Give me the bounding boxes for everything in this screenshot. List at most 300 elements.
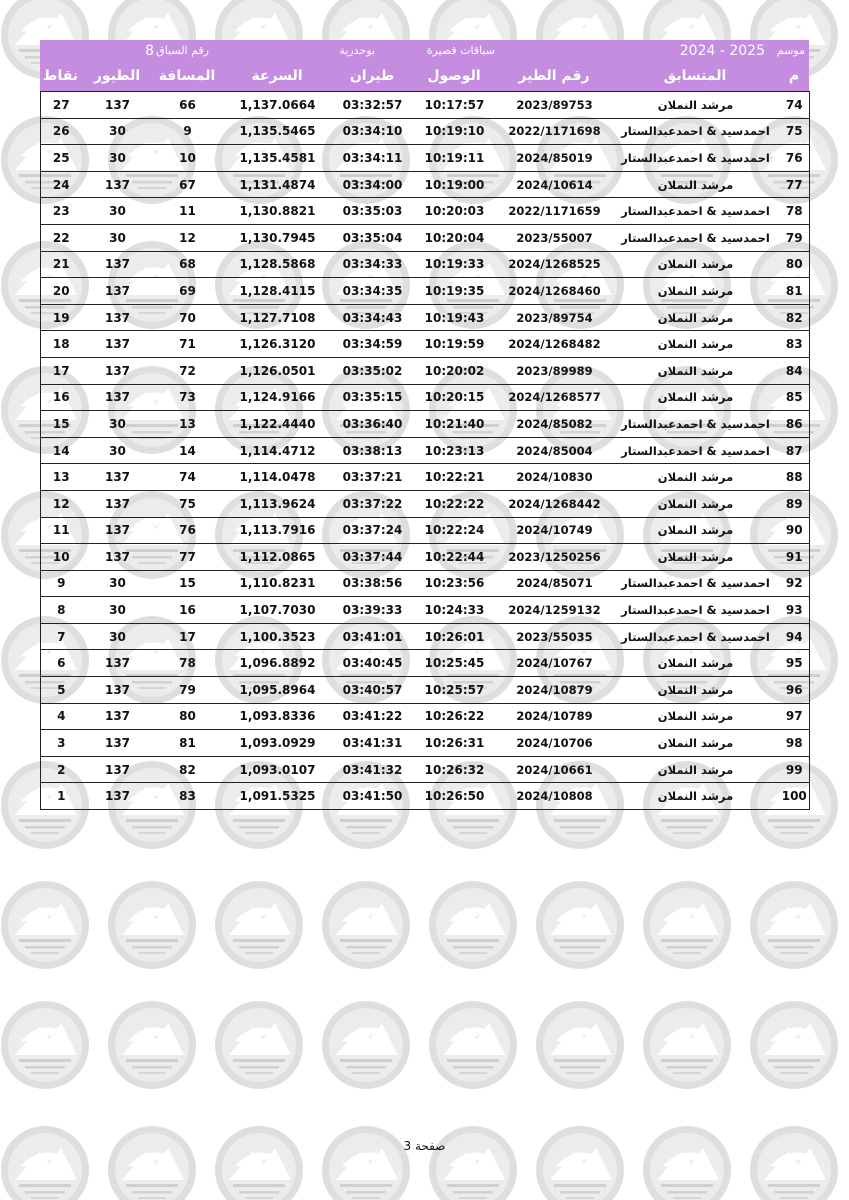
watermark-logo xyxy=(322,1001,410,1089)
col-header-rank: م xyxy=(788,68,800,84)
flight-time-cell: 03:35:02 xyxy=(342,363,403,378)
table-row xyxy=(41,118,810,145)
arrival-time-cell: 10:19:33 xyxy=(424,257,485,272)
table-row xyxy=(41,756,810,783)
distance-cell: 83 xyxy=(179,789,196,804)
points-cell: 12 xyxy=(52,496,70,511)
col-header-arrival: الوصول xyxy=(427,68,481,84)
rank-cell: 76 xyxy=(785,150,803,165)
birds-count-cell: 137 xyxy=(104,523,131,538)
competitor-cell: مرشد النملان xyxy=(657,337,734,352)
speed-cell: 1,135.4581 xyxy=(239,150,316,165)
distance-cell: 14 xyxy=(179,443,196,458)
watermark-logo xyxy=(643,1001,731,1089)
col-header-speed: السرعة xyxy=(251,68,303,84)
ring-number-cell: 2024/85071 xyxy=(516,576,593,591)
watermark-logo xyxy=(536,1001,624,1089)
arrival-time-cell: 10:19:11 xyxy=(424,150,485,165)
watermark-logo xyxy=(108,881,196,969)
birds-count-cell: 30 xyxy=(109,443,126,458)
table-row xyxy=(41,251,810,278)
arrival-time-cell: 10:20:15 xyxy=(424,390,485,405)
arrival-time-cell: 10:26:01 xyxy=(424,629,485,644)
points-cell: 24 xyxy=(52,177,70,192)
competitor-cell: مرشد النملان xyxy=(657,762,734,777)
arrival-time-cell: 10:26:31 xyxy=(424,736,485,751)
watermark-logo xyxy=(750,881,838,969)
competitor-cell: احمدسيد & احمدعبدالستار xyxy=(621,576,770,591)
rank-cell: 94 xyxy=(785,629,803,644)
distance-cell: 66 xyxy=(179,97,196,112)
ring-number-cell: 2023/89753 xyxy=(516,97,593,112)
table-row xyxy=(41,623,810,650)
distance-cell: 69 xyxy=(179,283,196,298)
speed-cell: 1,137.0664 xyxy=(239,97,316,112)
race-number-label: رقم السباق xyxy=(156,44,209,57)
results-sheet xyxy=(40,40,809,810)
table-row xyxy=(41,357,810,384)
watermark-logo xyxy=(536,1126,624,1200)
distance-cell: 10 xyxy=(179,150,196,165)
speed-cell: 1,130.7945 xyxy=(239,230,316,245)
flight-time-cell: 03:34:59 xyxy=(342,337,403,352)
arrival-time-cell: 10:19:59 xyxy=(424,337,485,352)
flight-time-cell: 03:41:32 xyxy=(342,762,403,777)
rank-cell: 78 xyxy=(785,204,803,219)
distance-cell: 82 xyxy=(179,762,196,777)
speed-cell: 1,135.5465 xyxy=(239,124,316,139)
rank-cell: 79 xyxy=(785,230,803,245)
arrival-time-cell: 10:22:21 xyxy=(424,470,485,485)
table-row xyxy=(41,304,810,331)
flight-time-cell: 03:35:15 xyxy=(342,390,403,405)
speed-cell: 1,114.0478 xyxy=(239,470,316,485)
speed-cell: 1,113.9624 xyxy=(239,496,316,511)
ring-number-cell: 2023/89754 xyxy=(516,310,593,325)
watermark-logo xyxy=(429,881,517,969)
ring-number-cell: 2024/1259132 xyxy=(508,603,601,618)
birds-count-cell: 30 xyxy=(109,124,126,139)
birds-count-cell: 137 xyxy=(104,283,131,298)
distance-cell: 75 xyxy=(179,496,196,511)
col-header-flight: طيران xyxy=(349,68,395,84)
speed-cell: 1,124.9166 xyxy=(239,390,316,405)
table-row xyxy=(41,464,810,491)
speed-cell: 1,095.8964 xyxy=(239,682,316,697)
birds-count-cell: 30 xyxy=(109,629,126,644)
watermark-logo xyxy=(1,1126,89,1200)
competitor-cell: احمدسيد & احمدعبدالستار xyxy=(621,150,770,165)
ring-number-cell: 2023/1250256 xyxy=(508,549,601,564)
flight-time-cell: 03:41:01 xyxy=(342,629,403,644)
birds-count-cell: 30 xyxy=(109,204,126,219)
competitor-cell: مرشد النملان xyxy=(657,257,734,272)
points-cell: 15 xyxy=(52,416,70,431)
table-row xyxy=(41,490,810,517)
arrival-time-cell: 10:22:24 xyxy=(424,523,485,538)
table-row xyxy=(41,198,810,225)
arrival-time-cell: 10:26:22 xyxy=(424,709,485,724)
rank-cell: 80 xyxy=(785,257,803,272)
rank-cell: 99 xyxy=(785,762,803,777)
competitor-cell: مرشد النملان xyxy=(657,549,734,564)
flight-time-cell: 03:40:45 xyxy=(342,656,403,671)
flight-time-cell: 03:34:00 xyxy=(342,177,403,192)
ring-number-cell: 2024/85004 xyxy=(516,443,593,458)
birds-count-cell: 137 xyxy=(104,496,131,511)
flight-time-cell: 03:34:35 xyxy=(342,283,403,298)
table-row xyxy=(41,570,810,597)
speed-cell: 1,093.8336 xyxy=(239,709,316,724)
competitor-cell: مرشد النملان xyxy=(657,283,734,298)
competitor-cell: احمدسيد & احمدعبدالستار xyxy=(621,416,770,431)
arrival-time-cell: 10:20:04 xyxy=(424,230,485,245)
points-cell: 18 xyxy=(52,337,70,352)
ring-number-cell: 2024/10767 xyxy=(516,656,593,671)
competitor-cell: مرشد النملان xyxy=(657,390,734,405)
distance-cell: 16 xyxy=(179,603,196,618)
competitor-cell: احمدسيد & احمدعبدالستار xyxy=(621,230,770,245)
watermark-logo xyxy=(215,1001,303,1089)
arrival-time-cell: 10:19:43 xyxy=(424,310,485,325)
ring-number-cell: 2024/1268482 xyxy=(508,337,601,352)
ring-number-cell: 2024/10808 xyxy=(516,789,593,804)
ring-number-cell: 2024/10661 xyxy=(516,762,593,777)
table-row xyxy=(41,517,810,544)
season-value: 2025 - 2024 xyxy=(679,43,765,59)
speed-cell: 1,127.7108 xyxy=(239,310,316,325)
speed-cell: 1,114.4712 xyxy=(239,443,316,458)
competitor-cell: مرشد النملان xyxy=(657,682,734,697)
flight-time-cell: 03:40:57 xyxy=(342,682,403,697)
rank-cell: 84 xyxy=(785,363,803,378)
points-cell: 20 xyxy=(52,283,70,298)
birds-count-cell: 137 xyxy=(104,470,131,485)
speed-cell: 1,093.0107 xyxy=(239,762,316,777)
flight-time-cell: 03:35:03 xyxy=(342,204,403,219)
ring-number-cell: 2023/89989 xyxy=(516,363,593,378)
birds-count-cell: 137 xyxy=(104,709,131,724)
points-cell: 25 xyxy=(52,150,70,165)
distance-cell: 12 xyxy=(179,230,196,245)
flight-time-cell: 03:39:33 xyxy=(342,603,403,618)
table-row xyxy=(41,145,810,172)
flight-time-cell: 03:41:22 xyxy=(342,709,403,724)
flight-time-cell: 03:37:22 xyxy=(342,496,403,511)
rank-cell: 87 xyxy=(785,443,803,458)
ring-number-cell: 2024/10879 xyxy=(516,682,593,697)
flight-time-cell: 03:34:43 xyxy=(342,310,403,325)
points-cell: 2 xyxy=(57,762,66,777)
watermark-logo xyxy=(1,881,89,969)
rank-cell: 77 xyxy=(785,177,803,192)
rank-cell: 93 xyxy=(785,603,803,618)
rank-cell: 81 xyxy=(785,283,803,298)
birds-count-cell: 137 xyxy=(104,363,131,378)
arrival-time-cell: 10:22:44 xyxy=(424,549,485,564)
ring-number-cell: 2024/1268577 xyxy=(508,390,601,405)
distance-cell: 71 xyxy=(179,337,196,352)
competitor-cell: مرشد النملان xyxy=(657,177,734,192)
birds-count-cell: 137 xyxy=(104,310,131,325)
rank-cell: 96 xyxy=(785,682,803,697)
points-cell: 23 xyxy=(52,204,70,219)
points-cell: 10 xyxy=(52,549,70,564)
speed-cell: 1,122.4440 xyxy=(239,416,316,431)
flight-time-cell: 03:34:33 xyxy=(342,257,403,272)
competitor-cell: مرشد النملان xyxy=(657,736,734,751)
ring-number-cell: 2024/85019 xyxy=(516,150,593,165)
speed-cell: 1,128.4115 xyxy=(239,283,316,298)
competitor-cell: مرشد النملان xyxy=(657,496,734,511)
rank-cell: 100 xyxy=(781,789,807,804)
results-table xyxy=(40,91,810,810)
race-number: 8 xyxy=(145,43,154,59)
competitor-cell: مرشد النملان xyxy=(657,523,734,538)
birds-count-cell: 137 xyxy=(104,656,131,671)
points-cell: 16 xyxy=(52,390,70,405)
distance-cell: 15 xyxy=(179,576,196,591)
birds-count-cell: 137 xyxy=(104,257,131,272)
competitor-cell: مرشد النملان xyxy=(657,310,734,325)
rank-cell: 86 xyxy=(785,416,803,431)
rank-cell: 82 xyxy=(785,310,803,325)
distance-cell: 68 xyxy=(179,257,196,272)
table-row xyxy=(41,411,810,438)
distance-cell: 78 xyxy=(179,656,196,671)
birds-count-cell: 30 xyxy=(109,603,126,618)
rank-cell: 89 xyxy=(785,496,803,511)
watermark-logo xyxy=(322,1126,410,1200)
distance-cell: 11 xyxy=(179,204,196,219)
competitor-cell: احمدسيد & احمدعبدالستار xyxy=(621,603,770,618)
watermark-logo xyxy=(108,1001,196,1089)
distance-cell: 73 xyxy=(179,390,196,405)
distance-cell: 72 xyxy=(179,363,196,378)
col-header-points: نقاط xyxy=(42,68,79,84)
watermark-logo xyxy=(215,1126,303,1200)
competitor-cell: احمدسيد & احمدعبدالستار xyxy=(621,443,770,458)
speed-cell: 1,093.0929 xyxy=(239,736,316,751)
arrival-time-cell: 10:23:56 xyxy=(424,576,485,591)
ring-number-cell: 2024/10614 xyxy=(516,177,593,192)
table-row xyxy=(41,544,810,571)
rank-cell: 91 xyxy=(785,549,803,564)
arrival-time-cell: 10:20:02 xyxy=(424,363,485,378)
rank-cell: 75 xyxy=(785,124,803,139)
points-cell: 4 xyxy=(57,709,66,724)
rank-cell: 98 xyxy=(785,736,803,751)
distance-cell: 76 xyxy=(179,523,196,538)
arrival-time-cell: 10:25:45 xyxy=(424,656,485,671)
watermark-logo xyxy=(108,1126,196,1200)
speed-cell: 1,112.0865 xyxy=(239,549,316,564)
points-cell: 26 xyxy=(52,124,70,139)
distance-cell: 77 xyxy=(179,549,196,564)
ring-number-cell: 2023/55007 xyxy=(516,230,593,245)
competitor-cell: مرشد النملان xyxy=(657,97,734,112)
distance-cell: 79 xyxy=(179,682,196,697)
ring-number-cell: 2024/10830 xyxy=(516,470,593,485)
distance-cell: 67 xyxy=(179,177,196,192)
distance-cell: 74 xyxy=(179,470,196,485)
birds-count-cell: 137 xyxy=(104,97,131,112)
speed-cell: 1,110.8231 xyxy=(239,576,316,591)
flight-time-cell: 03:34:10 xyxy=(342,124,403,139)
points-cell: 13 xyxy=(52,470,70,485)
watermark-logo xyxy=(1,1001,89,1089)
flight-time-cell: 03:36:40 xyxy=(342,416,403,431)
table-row xyxy=(41,703,810,730)
location: بوحدرية xyxy=(339,44,375,57)
flight-time-cell: 03:37:44 xyxy=(342,549,403,564)
distance-cell: 80 xyxy=(179,709,196,724)
col-header-distance: المسافة xyxy=(158,68,216,84)
watermark-logo xyxy=(215,881,303,969)
points-cell: 11 xyxy=(52,523,70,538)
points-cell: 5 xyxy=(57,682,66,697)
table-row xyxy=(41,730,810,757)
distance-cell: 70 xyxy=(179,310,196,325)
ring-number-cell: 2024/10789 xyxy=(516,709,593,724)
distance-cell: 81 xyxy=(179,736,196,751)
speed-cell: 1,096.8892 xyxy=(239,656,316,671)
table-row xyxy=(41,677,810,704)
race-type: سباقات قصيرة xyxy=(426,44,495,57)
ring-number-cell: 2024/10706 xyxy=(516,736,593,751)
points-cell: 8 xyxy=(57,603,66,618)
table-row xyxy=(41,783,810,810)
col-header-competitor: المتسابق xyxy=(663,68,727,84)
competitor-cell: مرشد النملان xyxy=(657,363,734,378)
rank-cell: 88 xyxy=(785,470,803,485)
arrival-time-cell: 10:20:03 xyxy=(424,204,485,219)
watermark-logo xyxy=(536,881,624,969)
points-cell: 7 xyxy=(57,629,66,644)
birds-count-cell: 137 xyxy=(104,337,131,352)
birds-count-cell: 137 xyxy=(104,390,131,405)
competitor-cell: احمدسيد & احمدعبدالستار xyxy=(621,629,770,644)
competitor-cell: احمدسيد & احمدعبدالستار xyxy=(621,204,770,219)
table-row xyxy=(41,224,810,251)
points-cell: 1 xyxy=(57,789,66,804)
rank-cell: 85 xyxy=(785,390,803,405)
table-row xyxy=(41,384,810,411)
arrival-time-cell: 10:26:32 xyxy=(424,762,485,777)
flight-time-cell: 03:37:21 xyxy=(342,470,403,485)
flight-time-cell: 03:41:31 xyxy=(342,736,403,751)
points-cell: 22 xyxy=(52,230,70,245)
rank-cell: 83 xyxy=(785,337,803,352)
arrival-time-cell: 10:17:57 xyxy=(424,97,485,112)
arrival-time-cell: 10:26:50 xyxy=(424,789,485,804)
ring-number-cell: 2022/1171698 xyxy=(508,124,601,139)
birds-count-cell: 137 xyxy=(104,549,131,564)
arrival-time-cell: 10:22:22 xyxy=(424,496,485,511)
birds-count-cell: 137 xyxy=(104,736,131,751)
arrival-time-cell: 10:19:35 xyxy=(424,283,485,298)
birds-count-cell: 137 xyxy=(104,789,131,804)
flight-time-cell: 03:35:04 xyxy=(342,230,403,245)
points-cell: 14 xyxy=(52,443,70,458)
ring-number-cell: 2024/1268460 xyxy=(508,283,601,298)
distance-cell: 17 xyxy=(179,629,196,644)
table-row xyxy=(41,331,810,358)
points-cell: 19 xyxy=(52,310,70,325)
birds-count-cell: 137 xyxy=(104,682,131,697)
competitor-cell: احمدسيد & احمدعبدالستار xyxy=(621,124,770,139)
speed-cell: 1,126.0501 xyxy=(239,363,316,378)
page-number: صفحة 3 xyxy=(403,1139,446,1153)
rank-cell: 90 xyxy=(785,523,803,538)
table-row xyxy=(41,650,810,677)
arrival-time-cell: 10:24:33 xyxy=(424,603,485,618)
table-row xyxy=(41,171,810,198)
watermark-logo xyxy=(429,1126,517,1200)
competitor-cell: مرشد النملان xyxy=(657,709,734,724)
table-row xyxy=(41,437,810,464)
ring-number-cell: 2024/85082 xyxy=(516,416,593,431)
points-cell: 17 xyxy=(52,363,70,378)
flight-time-cell: 03:34:11 xyxy=(342,150,403,165)
birds-count-cell: 30 xyxy=(109,230,126,245)
rank-cell: 95 xyxy=(785,656,803,671)
distance-cell: 9 xyxy=(183,124,192,139)
birds-count-cell: 30 xyxy=(109,416,126,431)
competitor-cell: مرشد النملان xyxy=(657,470,734,485)
ring-number-cell: 2024/1268525 xyxy=(508,257,601,272)
speed-cell: 1,091.5325 xyxy=(239,789,316,804)
ring-number-cell: 2023/55035 xyxy=(516,629,593,644)
ring-number-cell: 2024/10749 xyxy=(516,523,593,538)
speed-cell: 1,107.7030 xyxy=(239,603,316,618)
table-row xyxy=(41,278,810,305)
flight-time-cell: 03:41:50 xyxy=(342,789,403,804)
birds-count-cell: 30 xyxy=(109,150,126,165)
table-row xyxy=(41,597,810,624)
speed-cell: 1,130.8821 xyxy=(239,204,316,219)
speed-cell: 1,113.7916 xyxy=(239,523,316,538)
points-cell: 21 xyxy=(52,257,70,272)
points-cell: 6 xyxy=(57,656,66,671)
distance-cell: 13 xyxy=(179,416,196,431)
speed-cell: 1,126.3120 xyxy=(239,337,316,352)
table-row xyxy=(41,92,810,119)
ring-number-cell: 2024/1268442 xyxy=(508,496,601,511)
rank-cell: 97 xyxy=(785,709,803,724)
arrival-time-cell: 10:21:40 xyxy=(424,416,485,431)
speed-cell: 1,131.4874 xyxy=(239,177,316,192)
arrival-time-cell: 10:25:57 xyxy=(424,682,485,697)
watermark-logo xyxy=(643,1126,731,1200)
points-cell: 27 xyxy=(52,97,70,112)
flight-time-cell: 03:38:56 xyxy=(342,576,403,591)
watermark-logo xyxy=(750,1126,838,1200)
ring-number-cell: 2022/1171659 xyxy=(508,204,601,219)
col-header-ring: رقم الطير xyxy=(518,68,590,84)
watermark-logo xyxy=(429,1001,517,1089)
watermark-logo xyxy=(750,1001,838,1089)
birds-count-cell: 137 xyxy=(104,177,131,192)
flight-time-cell: 03:37:24 xyxy=(342,523,403,538)
flight-time-cell: 03:38:13 xyxy=(342,443,403,458)
flight-time-cell: 03:32:57 xyxy=(342,97,403,112)
rank-cell: 92 xyxy=(785,576,803,591)
competitor-cell: مرشد النملان xyxy=(657,656,734,671)
season-label: موسم xyxy=(776,44,805,57)
arrival-time-cell: 10:19:10 xyxy=(424,124,485,139)
arrival-time-cell: 10:19:00 xyxy=(424,177,485,192)
